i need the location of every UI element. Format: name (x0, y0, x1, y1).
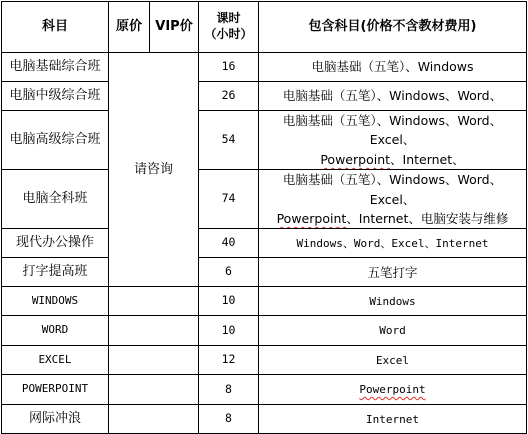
course-subjects: 电脑基础（五笔）、Windows、Word、 (259, 82, 527, 111)
course-hours: 74 (199, 170, 259, 229)
table-row (2, 53, 527, 82)
table-row (2, 258, 527, 287)
course-name: 电脑全科班 (2, 170, 109, 229)
course-name: WINDOWS (2, 287, 109, 316)
table-row (2, 229, 527, 258)
header-hours-line2: （小时） (204, 27, 253, 41)
subjects-line-tail: 、Internet、电脑安装与维修 (346, 210, 509, 226)
header-hours (199, 2, 259, 53)
course-hours: 26 (199, 82, 259, 111)
course-name: 电脑基础综合班 (2, 53, 109, 82)
course-hours: 40 (199, 229, 259, 258)
course-name: 现代办公操作 (2, 229, 109, 258)
course-subjects: Windows、Word、Excel、Internet (259, 229, 527, 258)
course-name: POWERPOINT (2, 375, 109, 405)
header-original-price: 原价 (109, 2, 150, 53)
empty-price-cell (109, 375, 199, 405)
course-subjects (259, 170, 527, 229)
course-hours: 10 (199, 287, 259, 316)
subjects-spellcheck-word: Powerpoint (359, 383, 426, 397)
subjects-spellcheck-word: Powerpoint (276, 210, 347, 226)
course-subjects: Internet (259, 405, 527, 434)
course-name: 电脑中级综合班 (2, 82, 109, 111)
table-row (2, 316, 527, 346)
subjects-line: 电脑基础（五笔）、Windows、Word、Excel、 (282, 113, 503, 148)
table-row (2, 287, 527, 316)
course-subjects: 电脑基础（五笔）、Windows (259, 53, 527, 82)
empty-price-cell (109, 316, 199, 346)
subjects-line-tail: 、Internet、 (390, 151, 465, 167)
course-hours: 16 (199, 53, 259, 82)
header-course: 科目 (2, 2, 109, 53)
table-header-row (2, 2, 527, 53)
header-hours-line1: 课时 (216, 11, 241, 26)
empty-price-cell (109, 405, 199, 434)
course-name: 网际冲浪 (2, 405, 109, 434)
course-subjects (259, 375, 527, 405)
table-row (2, 82, 527, 111)
table-row (2, 111, 527, 170)
table-row (2, 375, 527, 405)
course-subjects: Word (259, 316, 527, 346)
course-hours: 8 (199, 375, 259, 405)
course-name: 电脑高级综合班 (2, 111, 109, 170)
empty-price-cell (109, 346, 199, 375)
price-consult-text: 请咨询 (133, 161, 173, 177)
subjects-spellcheck-word: Powerpoint (320, 151, 391, 167)
course-name: EXCEL (2, 346, 109, 375)
course-subjects: Windows (259, 287, 527, 316)
table-row (2, 405, 527, 434)
course-hours: 6 (199, 258, 259, 287)
header-subjects: 包含科目(价格不含教材费用) (259, 2, 527, 53)
course-subjects: 五笔打字 (259, 258, 527, 287)
course-subjects: Excel (259, 346, 527, 375)
course-hours: 54 (199, 111, 259, 170)
course-name: 打字提高班 (2, 258, 109, 287)
subjects-line: 电脑基础（五笔）、Windows、Word、Excel、 (282, 172, 503, 207)
empty-price-cell (109, 287, 199, 316)
price-consult-cell (109, 53, 199, 287)
table-row (2, 170, 527, 229)
table-row (2, 346, 527, 375)
course-price-table (1, 1, 527, 434)
header-vip-price: VIP价 (150, 2, 199, 53)
course-hours: 12 (199, 346, 259, 375)
course-hours: 10 (199, 316, 259, 346)
course-name: WORD (2, 316, 109, 346)
course-hours: 8 (199, 405, 259, 434)
course-subjects (259, 111, 527, 170)
